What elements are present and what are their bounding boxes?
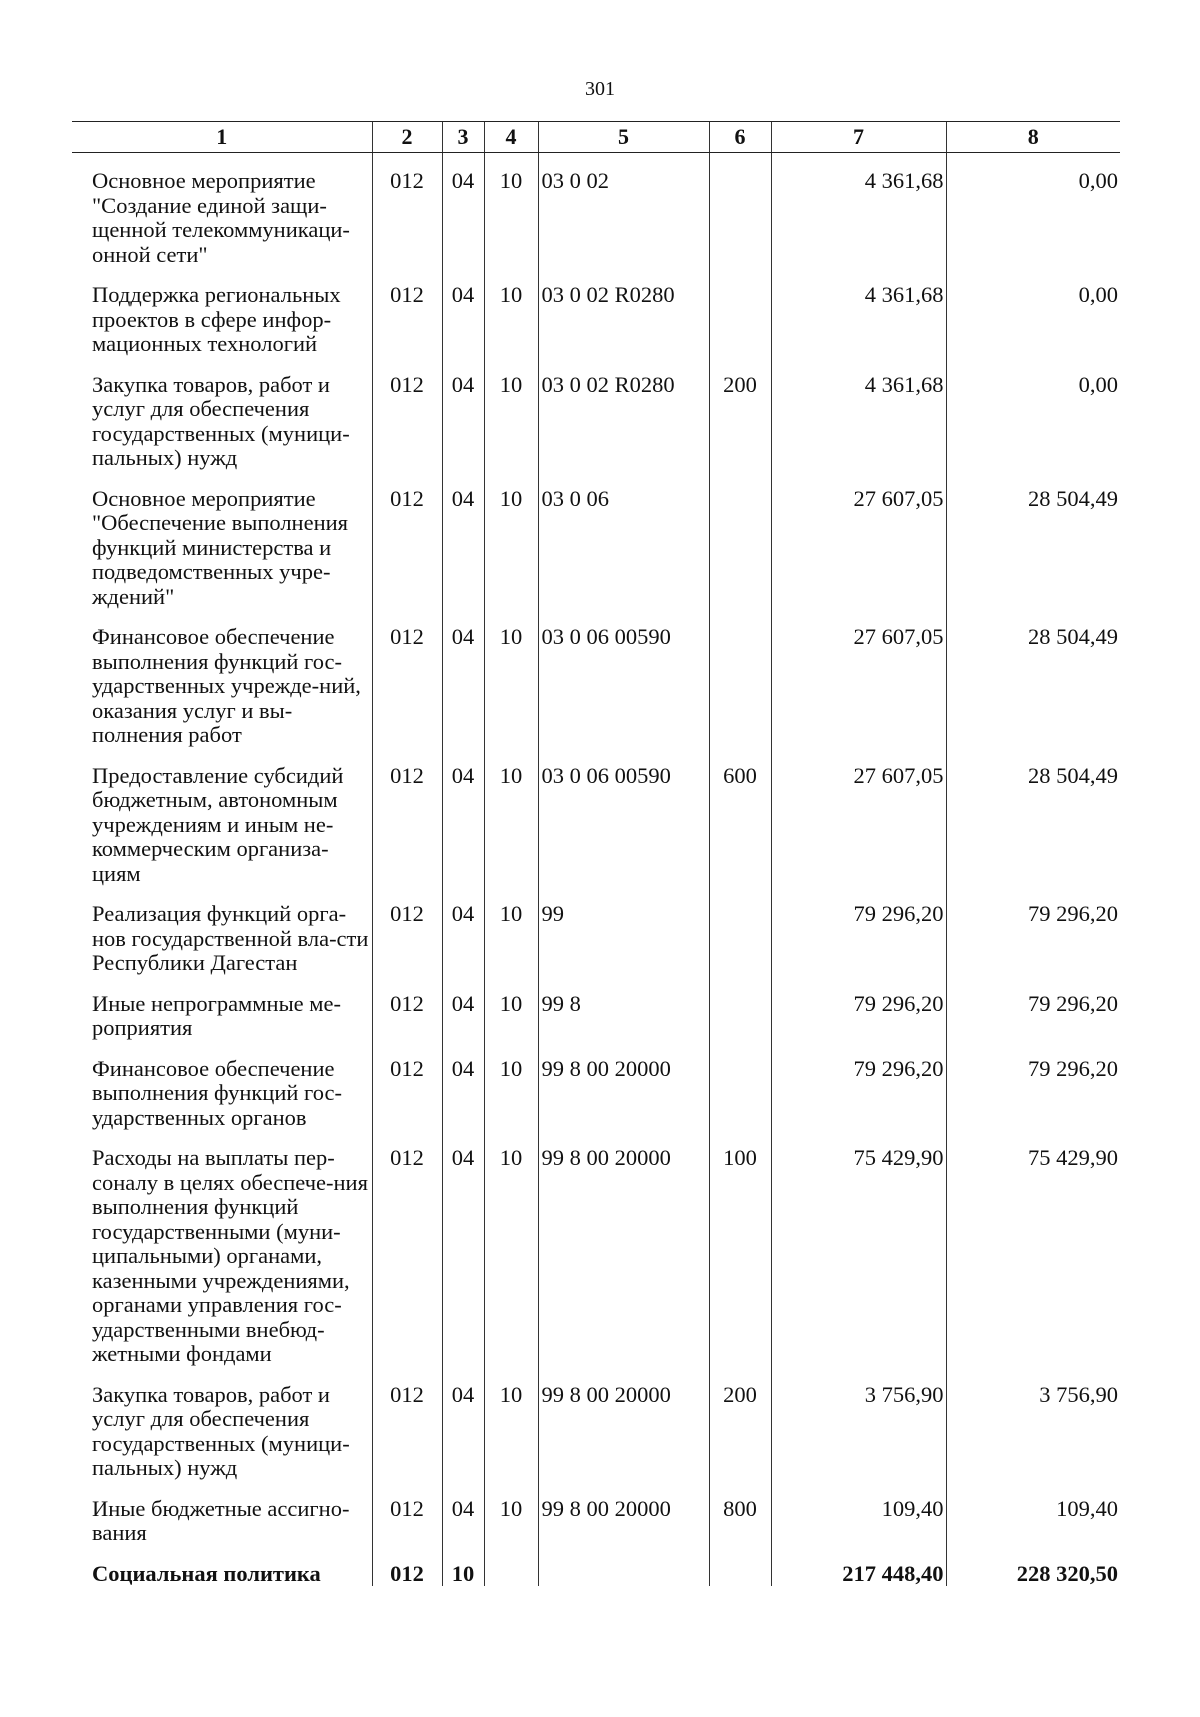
row-value-7: 4 361,68 bbox=[771, 267, 946, 357]
row-code-4: 10 bbox=[484, 357, 538, 471]
row-value-8: 109,40 bbox=[946, 1481, 1120, 1546]
row-name: Социальная политика bbox=[92, 1560, 321, 1586]
row-code-5: 03 0 06 bbox=[538, 471, 709, 610]
row-code-4: 10 bbox=[484, 1041, 538, 1131]
row-code-2: 012 bbox=[372, 357, 442, 471]
row-code-4: 10 bbox=[484, 1130, 538, 1367]
row-code-4: 10 bbox=[484, 471, 538, 610]
table-row bbox=[72, 886, 1120, 976]
row-code-3: 04 bbox=[442, 1130, 484, 1367]
row-value-7: 109,40 bbox=[771, 1481, 946, 1546]
row-value-8: 28 504,49 bbox=[946, 748, 1120, 887]
row-code-2: 012 bbox=[372, 153, 442, 268]
table-row bbox=[72, 976, 1120, 1041]
row-code-6: 200 bbox=[709, 1367, 771, 1481]
row-value-8: 79 296,20 bbox=[946, 1041, 1120, 1131]
row-value-8: 0,00 bbox=[946, 267, 1120, 357]
row-code-5: 03 0 02 bbox=[538, 153, 709, 268]
row-code-6 bbox=[709, 267, 771, 357]
table-row bbox=[72, 1367, 1120, 1481]
row-code-3: 04 bbox=[442, 976, 484, 1041]
row-value-8: 0,00 bbox=[946, 153, 1120, 268]
row-value-7: 4 361,68 bbox=[771, 357, 946, 471]
row-code-3: 04 bbox=[442, 1367, 484, 1481]
row-code-5: 99 8 00 20000 bbox=[538, 1130, 709, 1367]
row-value-7: 79 296,20 bbox=[771, 976, 946, 1041]
row-name: Иные непрограммные ме-роприятия bbox=[92, 990, 342, 1040]
row-code-3: 04 bbox=[442, 267, 484, 357]
row-value-7: 217 448,40 bbox=[771, 1546, 946, 1587]
row-code-4: 10 bbox=[484, 886, 538, 976]
table-row bbox=[72, 1041, 1120, 1131]
table-row bbox=[72, 1130, 1120, 1367]
row-name: Иные бюджетные ассигно-вания bbox=[92, 1495, 350, 1545]
column-header-3: 3 bbox=[442, 122, 484, 153]
row-code-3: 04 bbox=[442, 1481, 484, 1546]
row-code-5: 99 8 00 20000 bbox=[538, 1481, 709, 1546]
row-code-2: 012 bbox=[372, 267, 442, 357]
row-code-4: 10 bbox=[484, 748, 538, 887]
row-code-3: 04 bbox=[442, 609, 484, 748]
row-code-5: 99 8 bbox=[538, 976, 709, 1041]
table-row bbox=[72, 609, 1120, 748]
row-code-5: 03 0 06 00590 bbox=[538, 609, 709, 748]
row-code-3: 10 bbox=[442, 1546, 484, 1587]
row-name: Предоставление субсидий бюджетным, автономным учреждениям и иным не-коммерческим организа-циям bbox=[92, 762, 344, 886]
column-header-7: 7 bbox=[771, 122, 946, 153]
row-code-5: 03 0 02 R0280 bbox=[538, 357, 709, 471]
table-row bbox=[72, 1481, 1120, 1546]
row-code-5: 99 8 00 20000 bbox=[538, 1041, 709, 1131]
row-value-7: 27 607,05 bbox=[771, 748, 946, 887]
row-value-8: 3 756,90 bbox=[946, 1367, 1120, 1481]
row-code-2: 012 bbox=[372, 1546, 442, 1587]
row-code-4: 10 bbox=[484, 1367, 538, 1481]
row-code-6: 200 bbox=[709, 357, 771, 471]
row-value-7: 79 296,20 bbox=[771, 1041, 946, 1131]
row-name: Финансовое обеспечение выполнения функций гос-ударственных органов bbox=[92, 1055, 342, 1130]
row-code-2: 012 bbox=[372, 976, 442, 1041]
row-code-2: 012 bbox=[372, 1130, 442, 1367]
table-row bbox=[72, 357, 1120, 471]
row-code-6: 600 bbox=[709, 748, 771, 887]
budget-table bbox=[72, 121, 1120, 1586]
row-value-8: 228 320,50 bbox=[946, 1546, 1120, 1587]
row-value-7: 3 756,90 bbox=[771, 1367, 946, 1481]
row-code-3: 04 bbox=[442, 153, 484, 268]
column-header-5: 5 bbox=[538, 122, 709, 153]
row-value-7: 75 429,90 bbox=[771, 1130, 946, 1367]
row-code-6: 100 bbox=[709, 1130, 771, 1367]
row-name: Основное мероприятие "Создание единой защи-щенной телекоммуникаци-онной сети" bbox=[92, 168, 350, 267]
row-code-2: 012 bbox=[372, 748, 442, 887]
row-code-5 bbox=[538, 1546, 709, 1587]
row-value-8: 0,00 bbox=[946, 357, 1120, 471]
table-row-section-total bbox=[72, 1546, 1120, 1587]
row-code-5: 03 0 02 R0280 bbox=[538, 267, 709, 357]
row-code-4: 10 bbox=[484, 976, 538, 1041]
row-code-6 bbox=[709, 153, 771, 268]
column-header-8: 8 bbox=[946, 122, 1120, 153]
row-code-6 bbox=[709, 471, 771, 610]
row-code-6 bbox=[709, 1546, 771, 1587]
row-code-4: 10 bbox=[484, 267, 538, 357]
row-name: Поддержка региональных проектов в сфере инфор-мационных технологий bbox=[92, 282, 341, 356]
table-row bbox=[72, 748, 1120, 887]
row-code-6 bbox=[709, 976, 771, 1041]
column-header-4: 4 bbox=[484, 122, 538, 153]
row-value-8: 79 296,20 bbox=[946, 976, 1120, 1041]
table-row bbox=[72, 267, 1120, 357]
row-code-3: 04 bbox=[442, 1041, 484, 1131]
row-code-4: 10 bbox=[484, 1481, 538, 1546]
row-code-3: 04 bbox=[442, 357, 484, 471]
row-value-7: 27 607,05 bbox=[771, 609, 946, 748]
row-name: Расходы на выплаты пер-соналу в целях обеспече-ния выполнения функций государственными (муни-ципальными) органами, казенными учреждениями, органами управления гос-ударственными внебюд-жетными фондами bbox=[92, 1145, 368, 1366]
row-code-6: 800 bbox=[709, 1481, 771, 1546]
row-code-2: 012 bbox=[372, 1367, 442, 1481]
row-name: Закупка товаров, работ и услуг для обеспечения государственных (муници-пальных) нужд bbox=[92, 371, 350, 470]
row-value-7: 79 296,20 bbox=[771, 886, 946, 976]
row-code-2: 012 bbox=[372, 471, 442, 610]
row-code-3: 04 bbox=[442, 471, 484, 610]
row-name: Основное мероприятие "Обеспечение выполнения функций министерства и подведомственных учре-ждений" bbox=[92, 485, 349, 609]
row-name: Финансовое обеспечение выполнения функций гос-ударственных учрежде-ний, оказания услуг и вы-полнения работ bbox=[92, 624, 361, 747]
row-code-4: 10 bbox=[484, 609, 538, 748]
row-code-5: 03 0 06 00590 bbox=[538, 748, 709, 887]
row-value-8: 79 296,20 bbox=[946, 886, 1120, 976]
row-code-2: 012 bbox=[372, 886, 442, 976]
row-value-7: 4 361,68 bbox=[771, 153, 946, 268]
column-header-1: 1 bbox=[72, 122, 372, 153]
row-code-5: 99 8 00 20000 bbox=[538, 1367, 709, 1481]
column-header-6: 6 bbox=[709, 122, 771, 153]
row-code-6 bbox=[709, 886, 771, 976]
row-value-8: 28 504,49 bbox=[946, 609, 1120, 748]
row-code-2: 012 bbox=[372, 1481, 442, 1546]
row-code-3: 04 bbox=[442, 748, 484, 887]
row-name: Реализация функций орга-нов государственной вла-сти Республики Дагестан bbox=[92, 901, 369, 975]
row-value-8: 28 504,49 bbox=[946, 471, 1120, 610]
column-header-2: 2 bbox=[372, 122, 442, 153]
table-row bbox=[72, 471, 1120, 610]
row-code-4: 10 bbox=[484, 153, 538, 268]
table-header-row bbox=[72, 122, 1120, 153]
row-code-6 bbox=[709, 609, 771, 748]
row-name: Закупка товаров, работ и услуг для обеспечения государственных (муници-пальных) нужд bbox=[92, 1381, 350, 1480]
row-code-5: 99 bbox=[538, 886, 709, 976]
row-value-7: 27 607,05 bbox=[771, 471, 946, 610]
row-code-2: 012 bbox=[372, 609, 442, 748]
row-code-6 bbox=[709, 1041, 771, 1131]
row-code-4 bbox=[484, 1546, 538, 1587]
page-number: 301 bbox=[585, 78, 615, 100]
table-row bbox=[72, 153, 1120, 268]
row-value-8: 75 429,90 bbox=[946, 1130, 1120, 1367]
row-code-2: 012 bbox=[372, 1041, 442, 1131]
row-code-3: 04 bbox=[442, 886, 484, 976]
